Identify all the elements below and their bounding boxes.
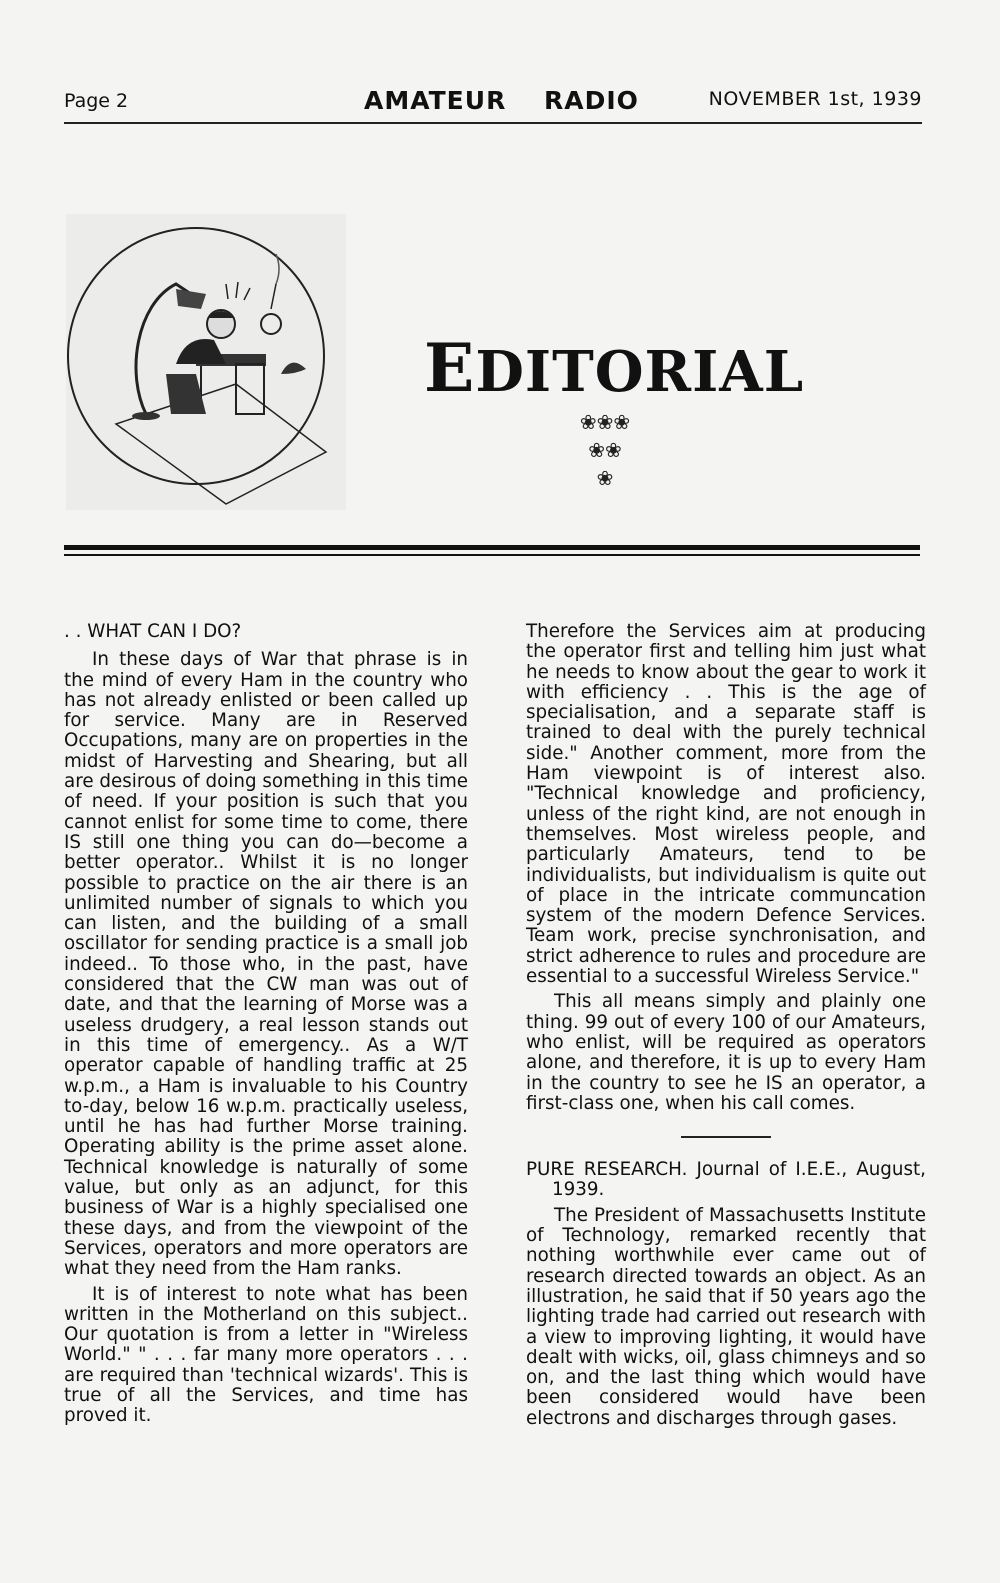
editorial-initial: E [424, 329, 476, 407]
divider-thick [64, 545, 920, 550]
ornament-row-1: ❀❀❀ [579, 410, 631, 434]
paragraph: Therefore the Services aim at producing the operator first and telling him just what he needs to know about the gear to work it with efficiency . . This is the age of specialisation, and a separate staff is trained to deal with the purely technical side." Another comment, more from the Ham viewpoint is of interest also. "Technical knowledge and proficiency, unless of the right kind, are not enough in themselves. Most wireless people, and particularly Amateurs, tend to be individualists, but individualism is quite out of place in the intricate communcation system of the modern Defence Services. Team work, precise synchronisation, and strict adherence to rules and procedure are essential to a successful Wireless Service." [526, 621, 926, 988]
divider-thin [64, 554, 920, 556]
ornament-row-3: ❀ [596, 466, 614, 490]
right-column [526, 622, 926, 1434]
publication-title: AMATEUR RADIO [364, 86, 639, 115]
issue-date: NOVEMBER 1st, 1939 [708, 88, 922, 110]
page-header [64, 86, 922, 124]
section-heading-what-can-i-do: . . WHAT CAN I DO? [64, 621, 242, 642]
section-heading-pure-research: PURE RESEARCH. Journal of I.E.E., August, 1939. [526, 1159, 926, 1201]
radio-operator-illustration [66, 214, 346, 510]
section-separator [681, 1136, 771, 1138]
paragraph: This all means simply and plainly one thing. 99 out of every 100 of our Amateurs, who enlist, will be required as operators alone, and therefore, it is up to every Ham in the country to see he IS an operator, a first-class one, when his call comes. [526, 991, 926, 1114]
page-number: Page 2 [64, 90, 129, 112]
paragraph: The President of Massachusetts Institute of Technology, remarked recently that nothing worthwhile ever came out of research directed towards an object. As an illustration, he said that if 50 years ago the lighting trade had carried out research with a view to improving lighting, it would have dealt with wicks, oil, glass chimneys and so on, and the last thing which would have been considered would have been electrons and discharges through gases. [526, 1204, 926, 1429]
paragraph: In these days of War that phrase is in the mind of every Ham in the country who has not already enlisted or been called up for service. Many are in Reserved Occupations, many are on properties in the midst of Harvesting and Shearing, but all are desirous of doing something in this time of need. If your position is such that you cannot enlist for some time to come, there IS still one thing you can do—become a better operator.. Whilst it is no longer possible to practice on the air there is an unlimited number of signals to which you can listen, and the building of a small oscillator for sending practice is a small job indeed.. To those who, in the past, have considered that the CW man was out of date, and that the learning of Morse was a useless drudgery, a real lesson stands out in this time of emergency.. As a W/T operator capable of handling traffic at 25 w.p.m., a Ham is invaluable to his Country to-day, below 16 w.p.m. practically useless, until he has had further Morse training. Operating ability is the prime asset alone. Technical knowledge is naturally of some value, but only as an adjunct, for this business of War is a highly specialised one these days, and from the viewpoint of the Services, operators and more operators are what they need from the Ham ranks. [64, 649, 468, 1280]
ornament-row-2: ❀❀ [588, 438, 622, 462]
editorial-rest: DITORIAL [475, 339, 805, 405]
left-column [64, 622, 468, 1432]
editorial-heading [424, 329, 805, 407]
paragraph: It is of interest to note what has been written in the Motherland on this subject.. Our quotation is from a letter in "Wireless World." " . . . far many more operators . . . are required than 'technical wizards'. This is true of all the Services, and time has proved it. [64, 1283, 468, 1427]
